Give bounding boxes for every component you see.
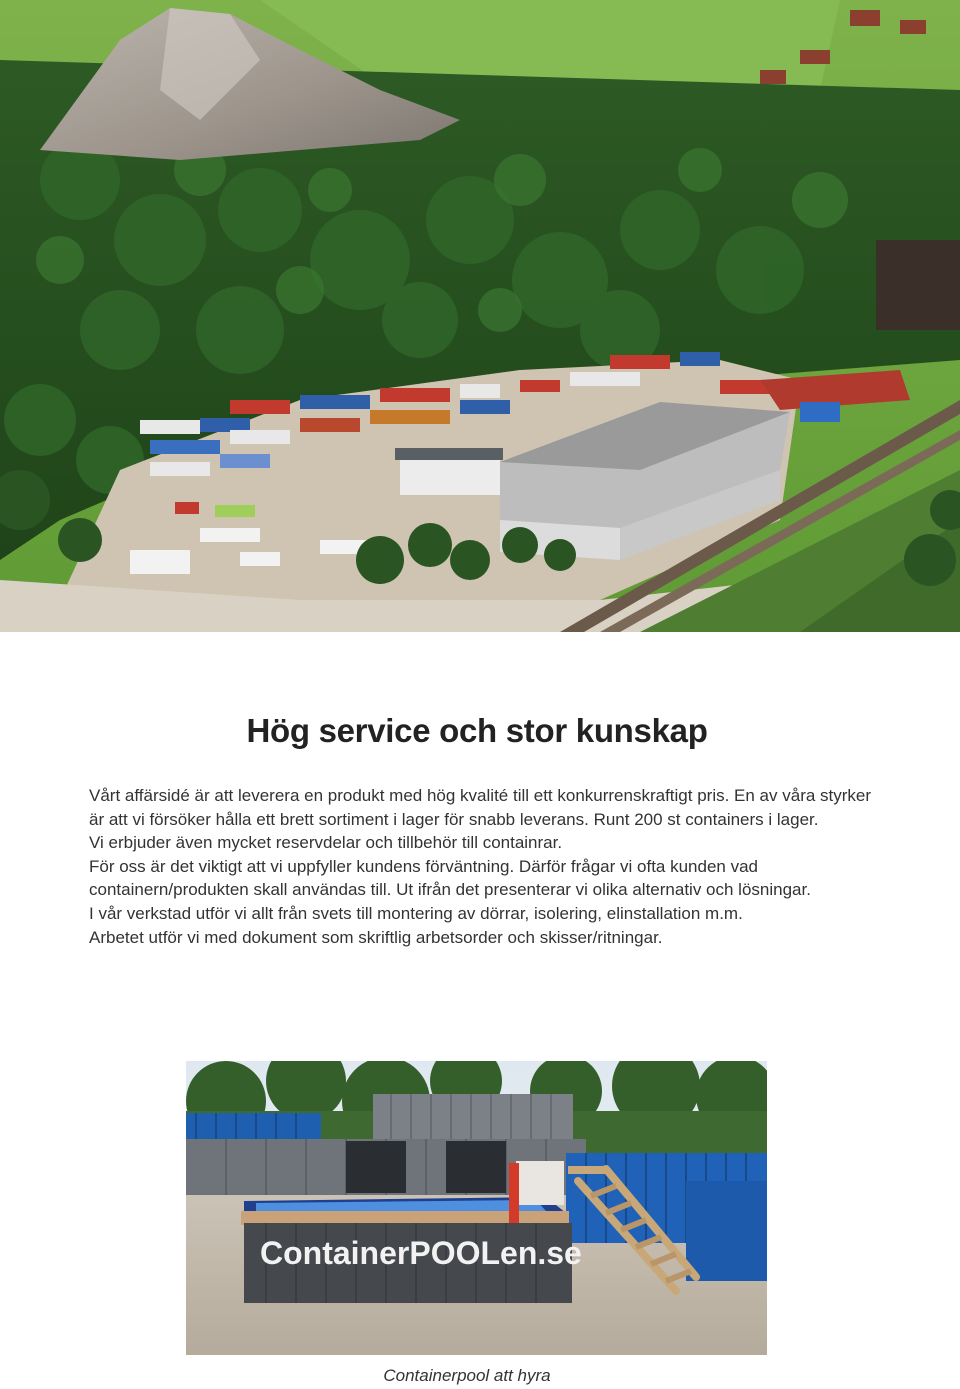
body-text: [89, 784, 879, 949]
paragraph: I vår verkstad utför vi allt från svets till montering av dörrar, isolering, elinstallation m.m.: [89, 903, 743, 923]
paragraph: Vi erbjuder även mycket reservdelar och tillbehör till containrar.: [89, 833, 563, 853]
page-title: Hög service och stor kunskap: [246, 712, 708, 749]
paragraph: Arbetet utför vi med dokument som skriftlig arbetsorder och skisser/ritningar.: [89, 927, 663, 947]
paragraph: Vårt affärsidé är att leverera en produkt med hög kvalité till ett konkurrenskraftigt pris. En av våra styrker är att vi försöker hålla ett brett sortiment i lager för snabb leverans. Runt 200 st containers i lager.: [89, 786, 872, 829]
container-pool-photo: [186, 1061, 767, 1355]
aerial-photo: [0, 0, 960, 632]
paragraph: För oss är det viktigt att vi uppfyller kundens förväntning. Därför frågar vi ofta kunden vad containern/produkten skall användas till. Ut ifrån det presenterar vi olika alternativ och lösningar.: [89, 856, 811, 900]
photo-caption: Containerpool att hyra: [383, 1366, 551, 1385]
pool-brand-text: ContainerPOOLen.se: [260, 1235, 582, 1271]
